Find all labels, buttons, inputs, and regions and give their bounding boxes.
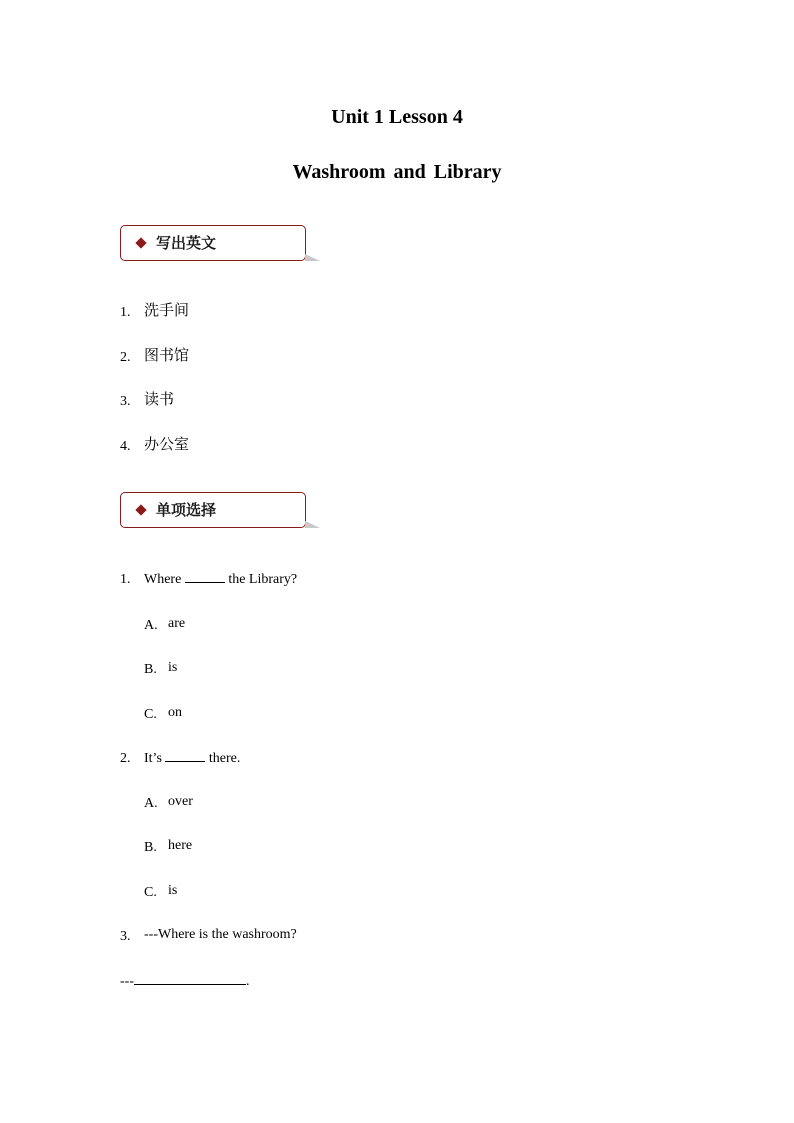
answer-suffix: .: [246, 974, 250, 989]
option-text: are: [168, 616, 186, 631]
option-letter: C.: [144, 707, 157, 722]
diamond-bullet-icon: [135, 237, 146, 248]
option-letter: C.: [144, 885, 157, 900]
question-text-after: there.: [208, 751, 241, 766]
item-number: 4.: [120, 439, 131, 454]
list-item: 洗手间: [144, 301, 190, 319]
option-letter: B.: [144, 840, 157, 855]
answer-blank[interactable]: [134, 971, 246, 985]
question-text: [144, 569, 297, 589]
option-text: is: [168, 660, 178, 675]
section-heading: 写出英文: [156, 234, 217, 252]
question-number: 2.: [120, 751, 131, 766]
answer-blank[interactable]: [165, 748, 205, 762]
section-heading: 单项选择: [156, 501, 217, 519]
question-text: ---Where is the washroom?: [144, 927, 297, 942]
answer-line: [120, 971, 250, 991]
option-text: here: [168, 838, 193, 853]
box-shadow-decoration: [305, 254, 320, 261]
list-item: 图书馆: [144, 346, 190, 364]
option-text: on: [168, 705, 182, 720]
option-letter: B.: [144, 662, 157, 677]
list-item: 办公室: [144, 435, 190, 453]
box-shadow-decoration: [305, 521, 320, 528]
question-text-before: Where: [144, 572, 182, 587]
option-letter: A.: [144, 618, 158, 633]
question-text-before: It’s: [144, 751, 162, 766]
page-subtitle: Washroom and Library: [292, 161, 502, 183]
list-item: 读书: [144, 390, 175, 408]
option-letter: A.: [144, 796, 158, 811]
diamond-bullet-icon: [135, 504, 146, 515]
option-text: is: [168, 883, 178, 898]
item-number: 1.: [120, 305, 131, 320]
question-text: [144, 748, 240, 768]
question-text-after: the Library?: [228, 572, 298, 587]
answer-prefix: ---: [120, 974, 134, 989]
question-number: 1.: [120, 572, 131, 587]
answer-blank[interactable]: [185, 569, 225, 583]
item-number: 2.: [120, 350, 131, 365]
question-number: 3.: [120, 929, 131, 944]
page-title: Unit 1 Lesson 4: [331, 106, 463, 128]
option-text: over: [168, 794, 193, 809]
section-header-multiple-choice: [120, 492, 306, 528]
section-header-write-english: [120, 225, 306, 261]
item-number: 3.: [120, 394, 131, 409]
